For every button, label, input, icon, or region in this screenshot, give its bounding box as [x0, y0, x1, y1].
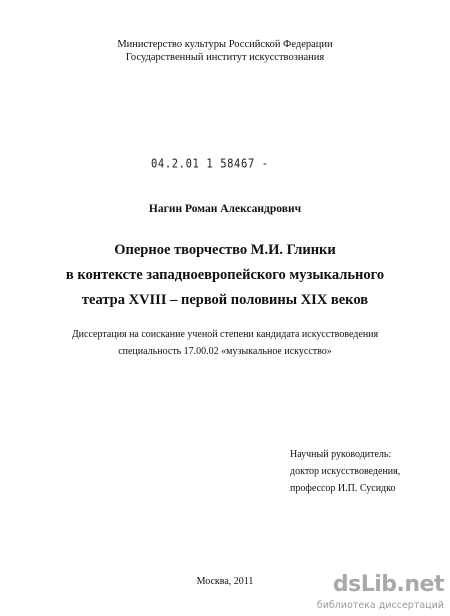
dissertation-line-2: специальность 17.00.02 «музыкальное искусство» — [118, 346, 332, 357]
author-name: Нагин Роман Александрович — [148, 203, 302, 215]
title-line-2: в контексте западноевропейского музыкального — [65, 267, 385, 283]
city-year: Москва, 2011 — [196, 576, 254, 587]
supervisor-label: Научный руководитель: — [290, 449, 392, 460]
ministry-line-1: Министерство культуры Российской Федерации — [117, 39, 333, 50]
ministry-line-2: Государственный институт искусствознания — [125, 52, 325, 63]
title-line-1: Оперное творчество М.И. Глинки — [114, 242, 336, 258]
supervisor-name: профессор И.П. Сусидко — [290, 483, 396, 494]
library-stamp: 04.2.01 1 58467 - — [151, 157, 269, 171]
supervisor-block — [290, 446, 400, 497]
supervisor-degree: доктор искусствоведения, — [290, 466, 401, 477]
dissertation-title — [0, 238, 450, 313]
watermark-subtitle: библиотека диссертаций — [316, 600, 444, 611]
watermark-logo[interactable]: dsLib.net — [332, 572, 444, 597]
title-line-3: театра XVIII – первой половины XIX веков — [81, 292, 369, 308]
dissertation-info — [0, 326, 450, 360]
dissertation-line-1: Диссертация на соискание ученой степени кандидата искусствоведения — [71, 329, 379, 340]
watermark[interactable] — [316, 570, 450, 616]
ministry-header — [0, 38, 450, 64]
